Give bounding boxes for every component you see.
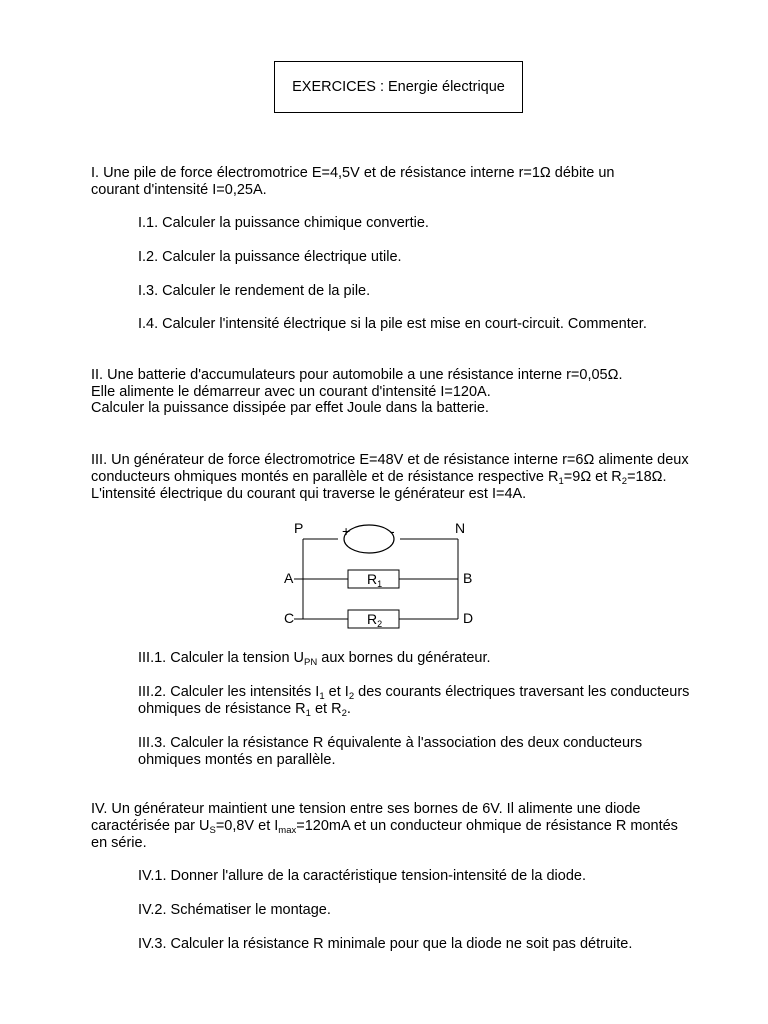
ex3-q2-l1-sub2: 2	[348, 691, 355, 702]
ex2-line2: Elle alimente le démarreur avec un courant d'intensité I=120A.	[91, 384, 491, 400]
resistor-r2-sub: 2	[377, 619, 383, 629]
ex2-line3: Calculer la puissance dissipée par effet Joule dans la batterie.	[91, 400, 489, 416]
ex1-question-1: I.1. Calculer la puissance chimique convertie.	[138, 215, 429, 231]
ex3-q2-l2-sub1: 1	[305, 708, 311, 719]
resistor-r1-sub: 1	[377, 579, 383, 589]
ex4-line2	[91, 818, 678, 835]
resistor-r2-letter: R	[367, 611, 378, 627]
ex4-line2-text-a: caractérisée par U	[91, 818, 210, 834]
ex3-line2	[91, 469, 667, 486]
circuit-diagram	[280, 518, 480, 634]
label-a: A	[284, 570, 294, 586]
generator-symbol	[344, 525, 394, 553]
label-c: C	[284, 610, 295, 626]
ex3-q1-text-b: aux bornes du générateur.	[317, 650, 491, 666]
ex4-line2-sub1: S	[209, 825, 216, 836]
label-b: B	[463, 570, 473, 586]
ex3-q2-l2-text-c: .	[346, 701, 351, 717]
ex3-line2-sub2: 2	[621, 476, 628, 487]
ex3-line2-text-b: =9Ω et R	[563, 469, 622, 485]
ex3-q2-l1-text-b: et I	[324, 684, 349, 700]
ex3-q1-sub: PN	[304, 657, 318, 668]
ex4-line1: IV. Un générateur maintient une tension entre ses bornes de 6V. Il alimente une diode	[91, 801, 641, 817]
ex4-line2-sub2: max	[278, 825, 297, 836]
ex1-intro-line2: courant d'intensité I=0,25A.	[91, 182, 267, 198]
ex3-q1-text-a: III.1. Calculer la tension U	[138, 650, 305, 666]
ex3-question-2-line1	[138, 684, 689, 701]
ex2-line1: II. Une batterie d'accumulateurs pour automobile a une résistance interne r=0,05Ω.	[91, 367, 623, 383]
ex3-line2-text-c: =18Ω.	[627, 469, 667, 485]
ex3-question-1	[138, 650, 491, 667]
ex3-line2-text-a: conducteurs ohmiques montés en parallèle et de résistance respective R	[91, 469, 559, 485]
ex3-q2-l2-sub2: 2	[341, 708, 347, 719]
ex1-intro-line1: I. Une pile de force électromotrice E=4,5V et de résistance interne r=1Ω débite un	[91, 165, 615, 181]
page-title: EXERCICES : Energie électrique	[292, 79, 505, 95]
ex3-question-3-line1: III.3. Calculer la résistance R équivalente à l'association des deux conducteurs	[138, 735, 643, 751]
ex4-line2-text-b: =0,8V et I	[215, 818, 279, 834]
ex4-question-1: IV.1. Donner l'allure de la caractéristique tension-intensité de la diode.	[138, 868, 586, 884]
ex3-q2-l1-text-a: III.2. Calculer les intensités I	[138, 684, 320, 700]
ex3-line1: III. Un générateur de force électromotrice E=48V et de résistance interne r=6Ω alimente deux	[91, 452, 689, 468]
ex3-q2-l2-text-a: ohmiques de résistance R	[138, 701, 306, 717]
ex4-question-2: IV.2. Schématiser le montage.	[138, 902, 331, 918]
resistor-r1-letter: R	[367, 571, 378, 587]
ex3-line3: L'intensité électrique du courant qui traverse le générateur est I=4A.	[91, 486, 527, 502]
label-n: N	[455, 520, 466, 536]
ex1-question-2: I.2. Calculer la puissance électrique utile.	[138, 249, 402, 265]
title-box	[274, 61, 523, 113]
ex4-line2-text-c: =120mA et un conducteur ohmique de résistance R montés	[296, 818, 678, 834]
ex3-question-2-line2	[138, 701, 351, 718]
ex3-q2-l2-text-b: et R	[310, 701, 342, 717]
ex4-line3: en série.	[91, 835, 147, 851]
label-p: P	[294, 520, 304, 536]
label-d: D	[463, 610, 474, 626]
ex1-question-4: I.4. Calculer l'intensité électrique si la pile est mise en court-circuit. Commenter.	[138, 316, 647, 332]
ex3-q2-l1-sub1: 1	[319, 691, 325, 702]
ex3-line2-sub1: 1	[558, 476, 564, 487]
ex1-question-3: I.3. Calculer le rendement de la pile.	[138, 283, 371, 299]
ex3-q2-l1-text-c: des courants électriques traversant les conducteurs	[354, 684, 690, 700]
label-plus: +	[342, 523, 351, 539]
ex4-question-3: IV.3. Calculer la résistance R minimale pour que la diode ne soit pas détruite.	[138, 936, 633, 952]
label-minus: -	[390, 523, 395, 539]
ex3-question-3-line2: ohmiques montés en parallèle.	[138, 752, 336, 768]
